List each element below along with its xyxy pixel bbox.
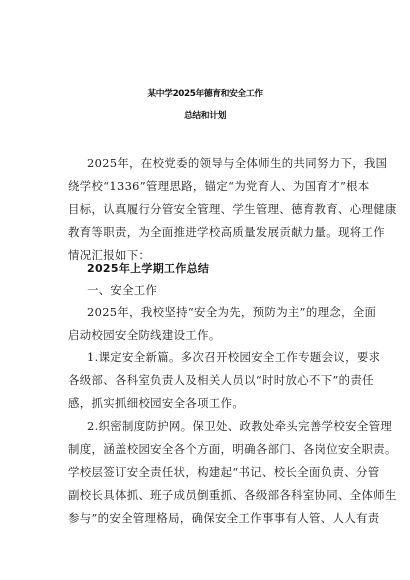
item2-line: 副校长具体抓、班子成员倒重抓、各级部各科室协同、全体师生 bbox=[68, 488, 397, 502]
intro-line: 绕学校“1336”管理思路，锚定“为党育人、为国育才”根本 bbox=[68, 179, 370, 193]
document-title-line-1: 某中学2025年德育和安全工作 bbox=[147, 89, 263, 99]
safety-intro-line: 启动校园安全防线建设工作。 bbox=[68, 328, 221, 342]
item2-line: 2.织密制度防护网。保卫处、政教处牵头完善学校安全管理 bbox=[87, 419, 393, 433]
subsection-heading: 一、安全工作 bbox=[87, 283, 158, 297]
item1-line: 各级部、各科室负责人及相关人员以“时时放心不下”的责任 bbox=[68, 373, 374, 387]
item2-line: 参与”的安全管理格局，确保安全工作事事有人管、人人有责 bbox=[68, 511, 380, 525]
document-title-line-2: 总结和计划 bbox=[184, 111, 226, 121]
item2-line: 学校层签订安全责任状，构建起“书记、校长全面负责、分管 bbox=[68, 465, 380, 479]
item1-line: 1.课定安全新篇。多次召开校园安全工作专题会议，要求 bbox=[87, 350, 381, 364]
intro-line: 目标，认真履行分管安全管理、学生管理、德育教育、心理健康 bbox=[68, 202, 397, 216]
intro-line: 2025年，在校党委的领导与全体师生的共同努力下，我国 bbox=[87, 156, 388, 170]
intro-line: 情况汇报如下： bbox=[68, 248, 151, 262]
section-heading: 2025年上学期工作总结 bbox=[87, 262, 210, 275]
safety-intro-line: 2025年，我校坚持“安全为先，预防为主”的理念，全面 bbox=[87, 305, 377, 319]
item2-line: 制度，涵盖校园安全各个方面，明确各部门、各岗位安全职责。 bbox=[68, 442, 397, 456]
item1-line: 感，抓实抓细校园安全各项工作。 bbox=[68, 396, 245, 410]
intro-line: 教育等职责，为全面推进学校高质量发展贡献力量。现将工作 bbox=[68, 225, 385, 239]
